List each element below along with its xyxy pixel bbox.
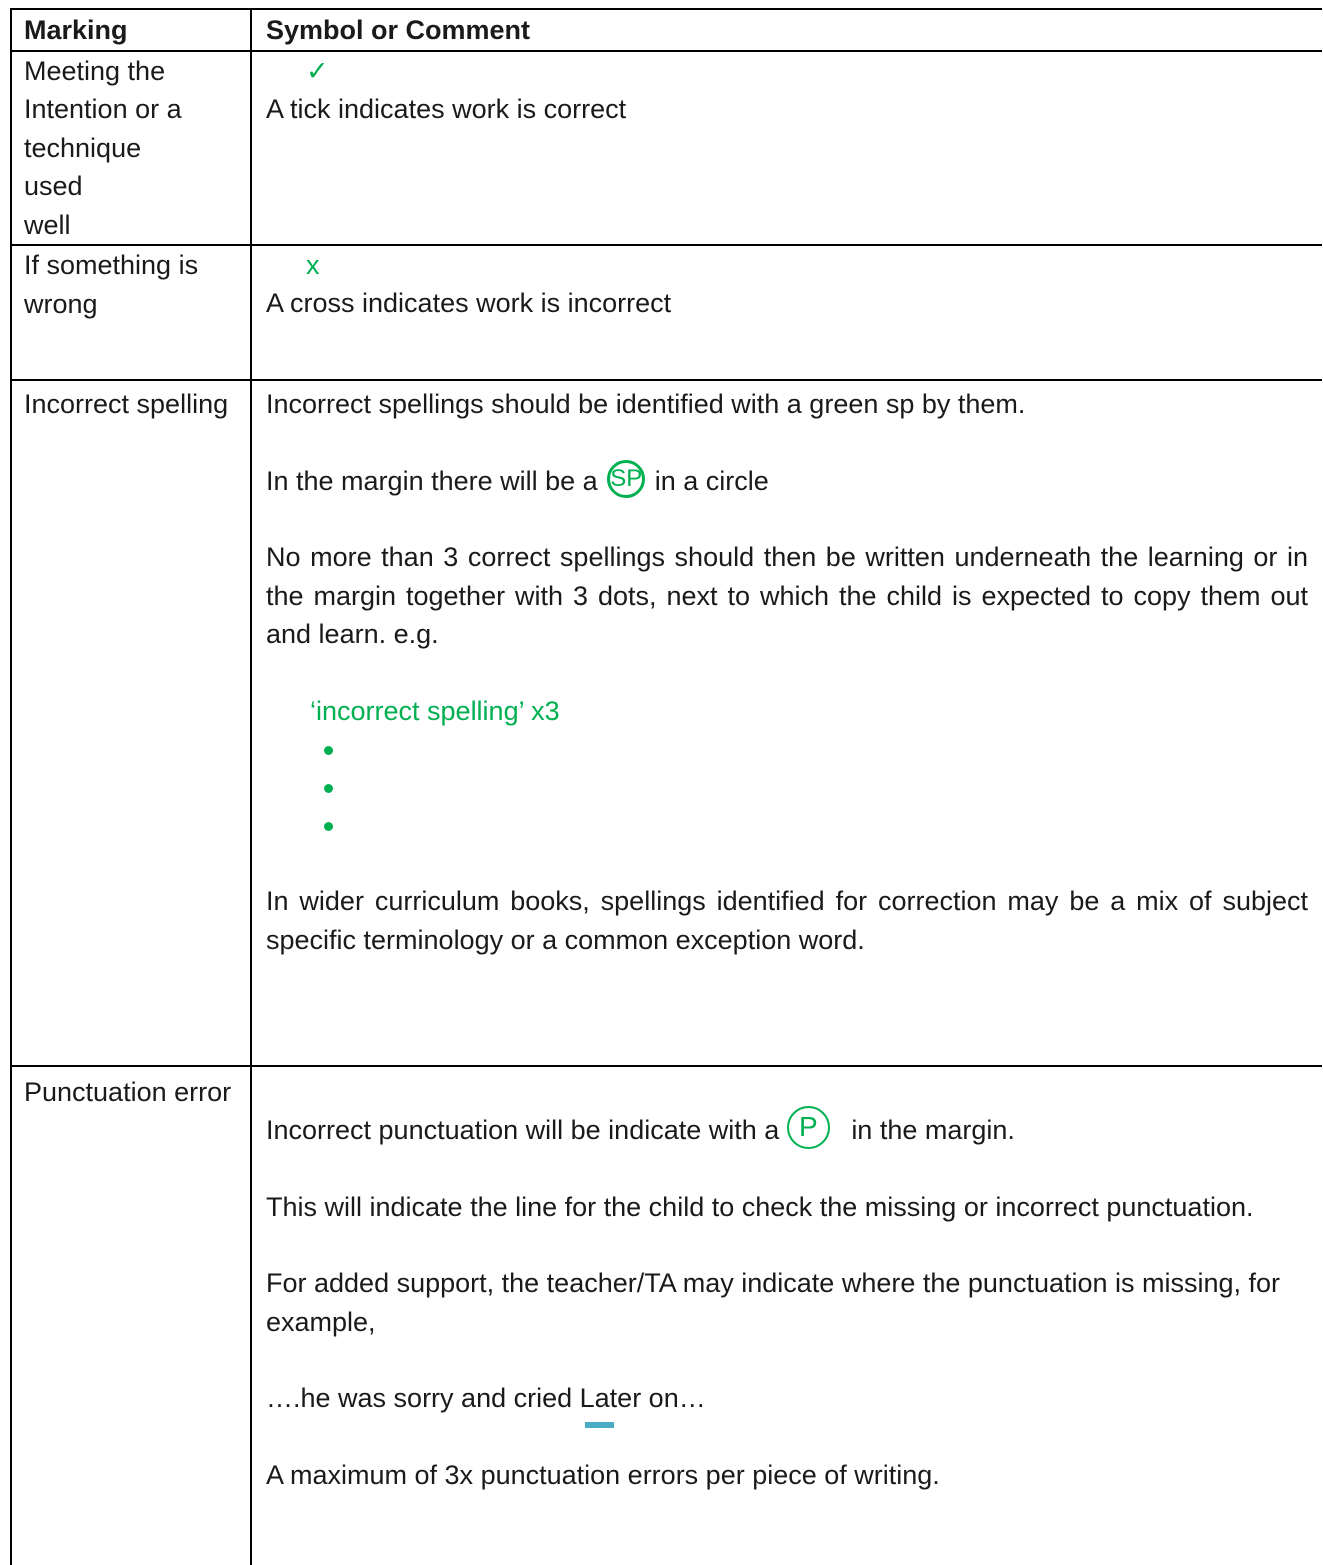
example-dot-list xyxy=(266,730,1308,844)
table-row-tick xyxy=(11,51,1322,246)
bullet-dot-icon xyxy=(318,768,1308,806)
table-row-punctuation xyxy=(11,1066,1322,1565)
label-tick xyxy=(11,51,251,246)
tick-description: A tick indicates work is correct xyxy=(266,93,627,124)
wider-curriculum-paragraph: In wider curriculum books, spellings identified for correction may be a mix of subject specific terminology or a common exception word. xyxy=(266,886,1308,955)
punctuation-maximum-paragraph: A maximum of 3x punctuation errors per piece of writing. xyxy=(266,1459,940,1490)
table-row-spelling xyxy=(11,380,1322,1066)
missing-punctuation-marker: d L xyxy=(557,1379,595,1418)
label-line: technique xyxy=(24,132,142,163)
label-line: Intention or a xyxy=(24,94,182,124)
cross-description: A cross indicates work is incorrect xyxy=(266,288,672,318)
comment-punctuation xyxy=(251,1066,1322,1565)
bullet-dot-icon xyxy=(318,806,1308,844)
label-line: Meeting the xyxy=(24,55,166,86)
punctuation-example: ….he was sorry and cried Later on… xyxy=(266,1379,1308,1418)
sp-circle-icon: SP xyxy=(607,460,645,498)
punctuation-paragraph: Incorrect punctuation will be indicate with a P in the margin. xyxy=(266,1111,1308,1150)
label-cross: If something is wrong xyxy=(11,245,251,380)
marking-table xyxy=(10,8,1322,1565)
bullet-dot-icon xyxy=(318,730,1308,768)
spelling-example: ‘incorrect spelling’ x3 xyxy=(310,695,560,726)
spelling-margin-paragraph: In the margin there will be a SP in a circle xyxy=(266,462,1308,501)
p-circle-icon: P xyxy=(787,1106,830,1149)
comment-tick xyxy=(251,51,1322,246)
header-symbol-comment: Symbol or Comment xyxy=(251,9,1322,51)
spelling-instructions: No more than 3 correct spellings should then be written underneath the learning or in the margin together with 3 dots, next to which the child is expected to copy them out and learn. e.g. xyxy=(266,542,1308,649)
comment-cross xyxy=(251,245,1322,380)
header-marking: Marking xyxy=(11,9,251,51)
table-header-row xyxy=(11,9,1322,51)
comment-spelling xyxy=(251,380,1322,1066)
label-line: well xyxy=(24,209,71,240)
punctuation-check-paragraph: This will indicate the line for the child to check the missing or incorrect punctuation. xyxy=(266,1191,1254,1222)
cross-icon: x xyxy=(306,250,320,280)
label-spelling: Incorrect spelling xyxy=(11,380,251,1066)
label-line: used xyxy=(24,171,83,201)
punctuation-support-paragraph: For added support, the teacher/TA may indicate where the punctuation is missing, for example, xyxy=(266,1268,1281,1337)
spelling-paragraph: Incorrect spellings should be identified with a green sp by them. xyxy=(266,389,1026,419)
table-row-cross xyxy=(11,245,1322,380)
tick-icon: ✓ xyxy=(306,55,329,86)
label-punctuation: Punctuation error xyxy=(11,1066,251,1565)
